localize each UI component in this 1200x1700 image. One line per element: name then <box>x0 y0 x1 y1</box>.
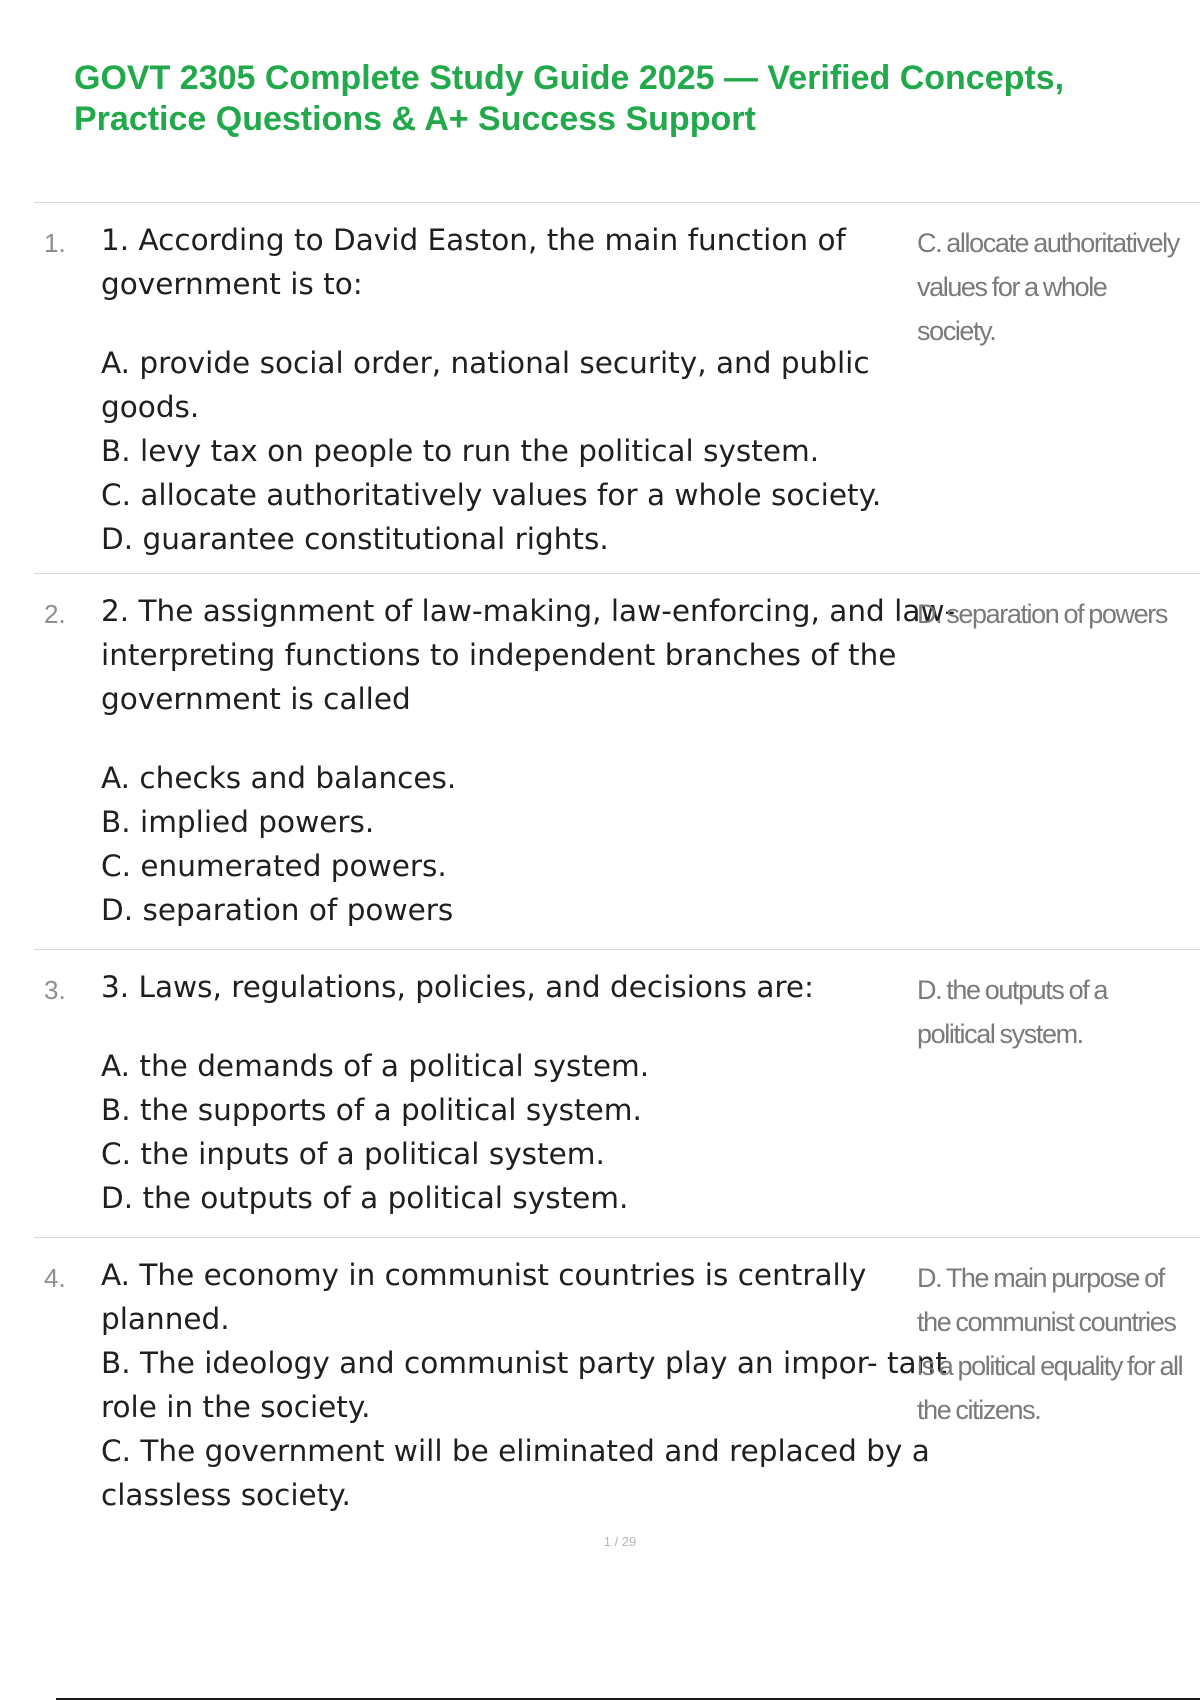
question-number: 4. <box>44 1263 66 1293</box>
question-number: 1. <box>44 228 66 258</box>
question-row-2 <box>34 573 1200 949</box>
answer-text: C. allocate authoritatively values for a whole society. <box>917 228 1179 346</box>
page-number: 1 / 29 <box>603 1534 637 1549</box>
choice-a: A. the demands of a political system. <box>101 1049 650 1083</box>
answer-text: D. separation of powers <box>917 599 1167 629</box>
question-number: 2. <box>44 599 66 629</box>
question-row-3 <box>34 949 1200 1237</box>
question-list <box>34 202 1200 1538</box>
choice-c: C. allocate authoritatively values for a whole society. <box>101 478 882 512</box>
question-body <box>101 589 961 932</box>
choice-d: D. the outputs of a political system. <box>101 1181 629 1215</box>
question-body <box>101 218 961 561</box>
question-body <box>101 1253 961 1517</box>
question-stem: 3. Laws, regulations, policies, and decisions are: <box>101 970 814 1004</box>
choice-c: C. enumerated powers. <box>101 849 447 883</box>
answer-text: D. The main purpose of the communist countries is a political equality for all the citizens. <box>917 1263 1183 1425</box>
choice-b: B. implied powers. <box>101 805 375 839</box>
choice-c: C. The government will be eliminated and replaced by a classless society. <box>101 1434 930 1512</box>
choice-a: A. The economy in communist countries is centrally planned. <box>101 1258 867 1336</box>
choice-c: C. the inputs of a political system. <box>101 1137 605 1171</box>
question-body <box>101 965 961 1220</box>
answer-text: D. the outputs of a political system. <box>917 975 1108 1049</box>
choice-b: B. the supports of a political system. <box>101 1093 642 1127</box>
question-number: 3. <box>44 975 66 1005</box>
question-stem: 2. The assignment of law-making, law-enforcing, and law-interpreting functions to independent branches of the government is called <box>101 594 956 716</box>
question-row-4 <box>34 1237 1200 1538</box>
question-stem: 1. According to David Easton, the main function of government is to: <box>101 223 846 301</box>
choice-a: A. checks and balances. <box>101 761 457 795</box>
choice-d: D. separation of powers <box>101 893 454 927</box>
page-title: GOVT 2305 Complete Study Guide 2025 — Verified Concepts, Practice Questions & A+ Success Support <box>74 59 1065 138</box>
choice-d: D. guarantee constitutional rights. <box>101 522 609 556</box>
choice-a: A. provide social order, national security, and public goods. <box>101 346 870 424</box>
choice-b: B. The ideology and communist party play an impor- tant role in the society. <box>101 1346 947 1424</box>
choice-b: B. levy tax on people to run the political system. <box>101 434 820 468</box>
question-row-1 <box>34 202 1200 573</box>
